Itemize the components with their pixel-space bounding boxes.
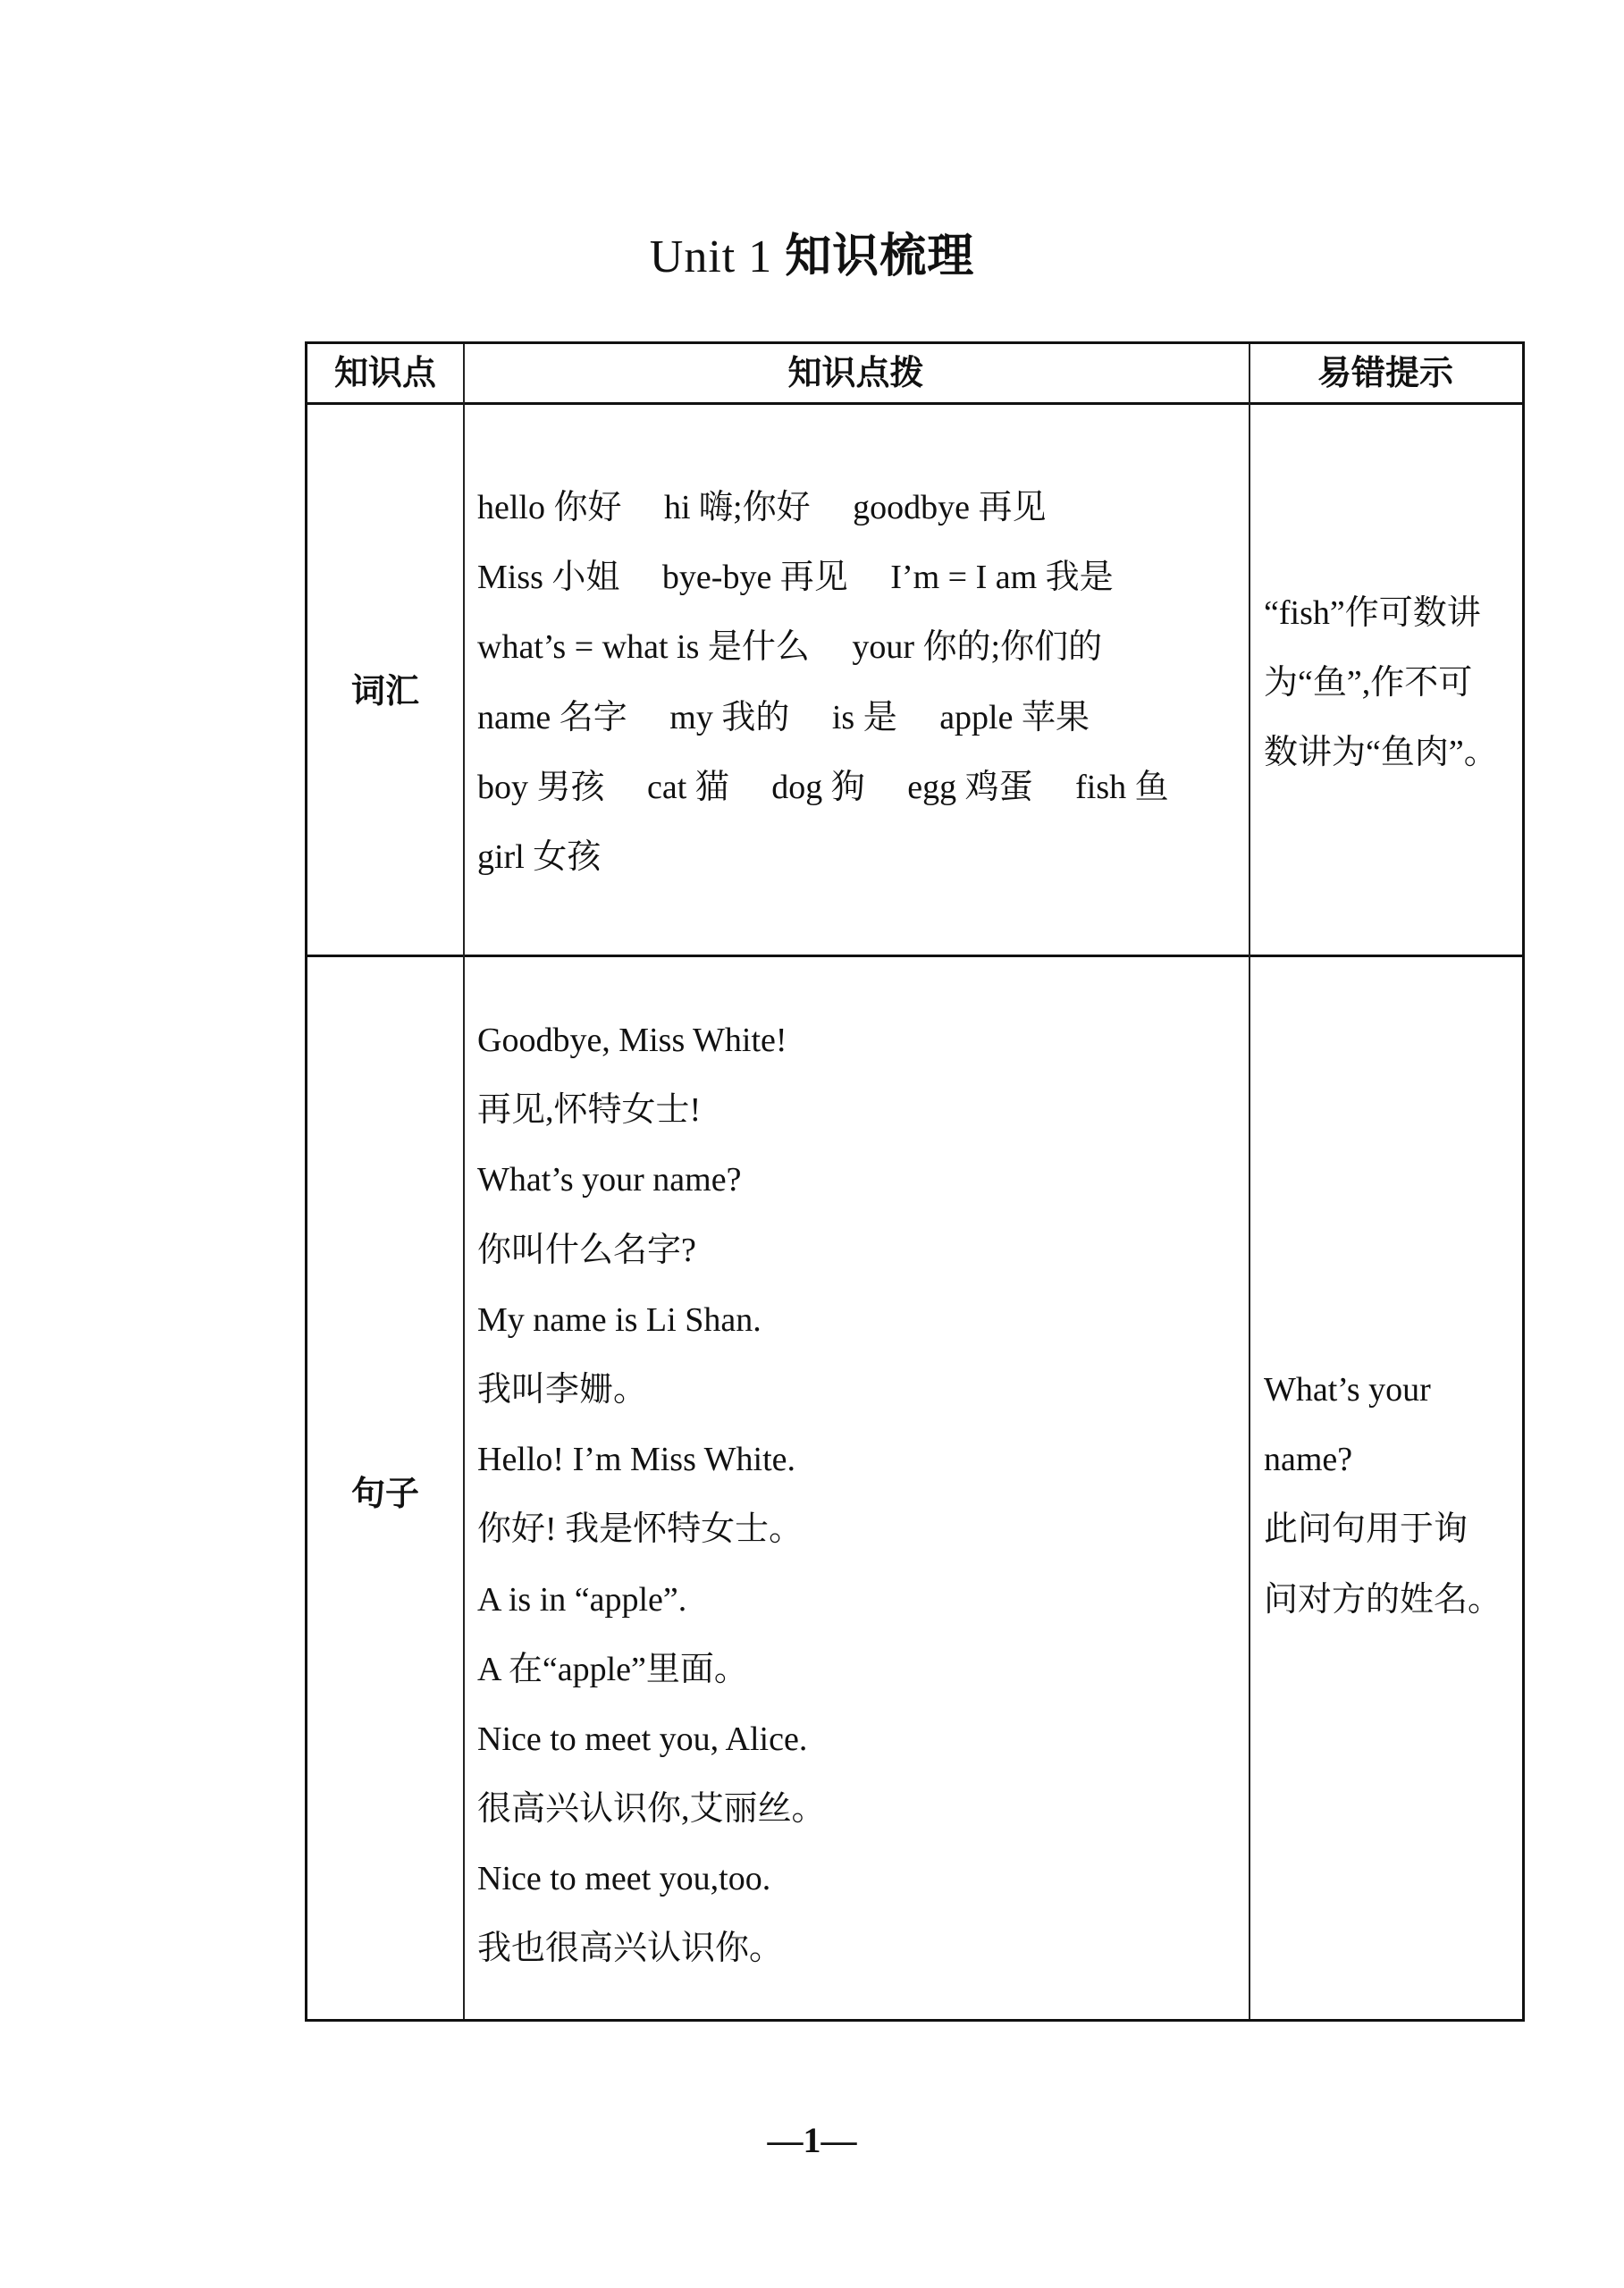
sentence-line: 我叫李姗。 (477, 1370, 648, 1409)
column-divider-2 (1249, 344, 1250, 2019)
header-knowledge-point: 知识点 (333, 353, 436, 392)
sentence-line: A is in “apple”. (477, 1580, 687, 1619)
tip-line: name? (1264, 1441, 1353, 1479)
sentence-tip (1264, 1355, 1502, 1635)
knowledge-table (305, 341, 1525, 2022)
sentence-line: Nice to meet you, Alice. (477, 1720, 808, 1758)
title-prefix: Unit 1 (649, 231, 773, 282)
header-common-mistakes: 易错提示 (1317, 353, 1453, 392)
tip-line: 数讲为“鱼肉”。 (1264, 734, 1498, 772)
vocabulary-line: boy 男孩 cat 猫 dog 狗 egg 鸡蛋 fish 鱼 (477, 768, 1169, 806)
vocabulary-line: hello 你好 hi 嗨;你好 goodbye 再见 (477, 489, 1047, 526)
tip-line: 此问句用于询 (1264, 1510, 1468, 1549)
vocabulary-line: girl 女孩 (477, 837, 602, 876)
sentence-line: What’s your name? (477, 1161, 742, 1199)
page-number: —1— (767, 2120, 857, 2160)
sentence-line: 很高兴认识你,艾丽丝。 (477, 1790, 826, 1829)
row-label-vocabulary: 词汇 (350, 671, 419, 711)
tip-line: 问对方的姓名。 (1264, 1580, 1502, 1619)
sentence-line: 我也很高兴认识你。 (477, 1930, 784, 1968)
vocabulary-line: name 名字 my 我的 is 是 apple 苹果 (477, 698, 1090, 736)
sentence-line: My name is Li Shan. (477, 1300, 762, 1339)
vocabulary-list (477, 473, 1169, 892)
title-main: 知识梳理 (785, 230, 975, 283)
sentence-line: Nice to meet you,too. (477, 1860, 771, 1898)
sentence-line: Hello! I’m Miss White. (477, 1441, 796, 1479)
header-explanation: 知识点拨 (787, 353, 924, 392)
row-label-sentences: 句子 (350, 1474, 419, 1513)
tip-line: “fish”作可数讲 (1264, 594, 1481, 632)
header-divider (307, 402, 1522, 405)
sentence-list (477, 1005, 826, 1984)
page-title (0, 225, 1624, 289)
sentence-line: 你好! 我是怀特女士。 (477, 1510, 804, 1549)
vocabulary-line: Miss 小姐 bye-bye 再见 I’m = I am 我是 (477, 559, 1114, 597)
sentence-line: Goodbye, Miss White! (477, 1022, 787, 1059)
tip-line: 为“鱼”,作不可 (1264, 664, 1473, 702)
sentence-line: A 在“apple”里面。 (477, 1650, 748, 1688)
vocabulary-line: what’s = what is 是什么 your 你的;你们的 (477, 628, 1103, 667)
row-divider (307, 955, 1522, 957)
column-divider-1 (463, 344, 465, 2019)
vocabulary-tip (1264, 578, 1498, 788)
sentence-line: 你叫什么名字? (477, 1231, 696, 1269)
sentence-line: 再见,怀特女士! (477, 1091, 702, 1130)
tip-line: What’s your (1264, 1371, 1431, 1409)
